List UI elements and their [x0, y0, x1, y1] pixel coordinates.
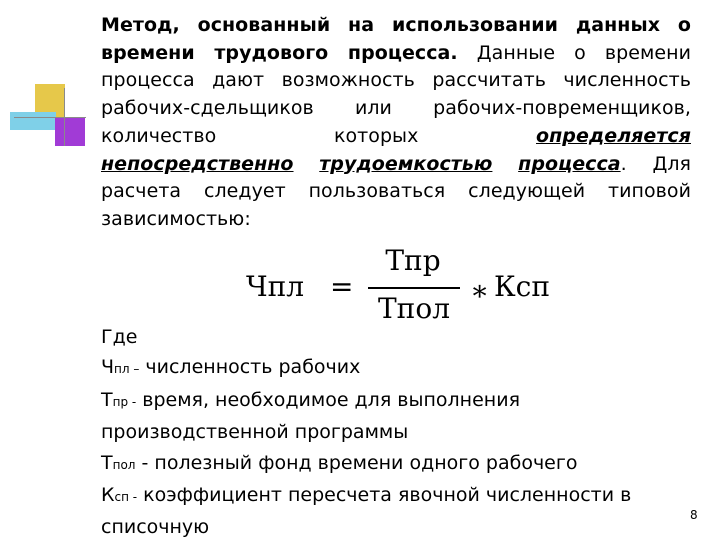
definition-item [101, 448, 701, 480]
emphasis-text: определяется [536, 124, 691, 147]
def-text: производственной программы [101, 421, 409, 444]
formula-numerator: Тпр [385, 244, 441, 277]
paragraph-text: количество которых [101, 124, 537, 147]
paragraph-text: . Для [620, 152, 692, 175]
def-symbol: Ч [101, 356, 115, 379]
main-paragraph [101, 12, 691, 234]
emphasis-text: процесса [518, 152, 621, 175]
definition-item [101, 512, 701, 542]
paragraph-line: зависимостью: [101, 207, 251, 230]
fraction-bar [368, 287, 460, 289]
paragraph-line: рабочих-сдельщиков или рабочих-повременщиков, [101, 97, 691, 120]
def-text: коэффициент пересчета явочной численности в [137, 484, 632, 507]
def-text: - полезный фонд времени одного рабочего [135, 451, 578, 474]
paragraph-line [101, 151, 691, 179]
paragraph-line [101, 123, 691, 151]
formula-denominator: Тпол [378, 292, 450, 325]
def-symbol: Т [101, 451, 113, 474]
paragraph-text: Данные о времени [457, 41, 691, 64]
formula-equals: = [330, 270, 354, 303]
formula [246, 244, 551, 330]
paragraph-line [101, 40, 691, 68]
def-subscript: пол [112, 457, 136, 472]
method-title: Метод, основанный на использовании данных о [101, 14, 691, 36]
page-number: 8 [690, 508, 698, 522]
formula-multiply: ∗ [470, 274, 490, 307]
formula-lhs: Чпл [246, 270, 305, 303]
definition-item [101, 385, 701, 417]
def-symbol: К [101, 484, 115, 507]
definitions [101, 322, 701, 543]
decor-line-horizontal [14, 117, 86, 118]
decor-square-blue [10, 112, 56, 130]
definition-item [101, 417, 701, 447]
definitions-heading: Где [101, 326, 138, 348]
emphasis-text: непосредственно [101, 152, 294, 175]
formula-rhs: Ксп [494, 270, 551, 303]
decor-square-purple [55, 118, 85, 146]
method-title-end: времени трудового процесса. [101, 41, 458, 64]
emphasis-text: трудоемкостью [319, 152, 493, 175]
def-text: численность рабочих [139, 356, 361, 379]
def-subscript: пл – [114, 362, 140, 377]
definition-item [101, 480, 701, 512]
definition-item [101, 352, 701, 384]
def-text: время, необходимое для выполнения [136, 388, 520, 411]
def-symbol: Т [101, 388, 113, 411]
paragraph-line [101, 12, 691, 40]
def-subscript: сп - [114, 490, 138, 505]
def-text: списочную [101, 516, 210, 539]
paragraph-line: расчета следует пользоваться следующей типовой [101, 180, 691, 203]
def-subscript: пр - [112, 394, 137, 409]
paragraph-line: процесса дают возможность рассчитать численность [101, 69, 691, 92]
